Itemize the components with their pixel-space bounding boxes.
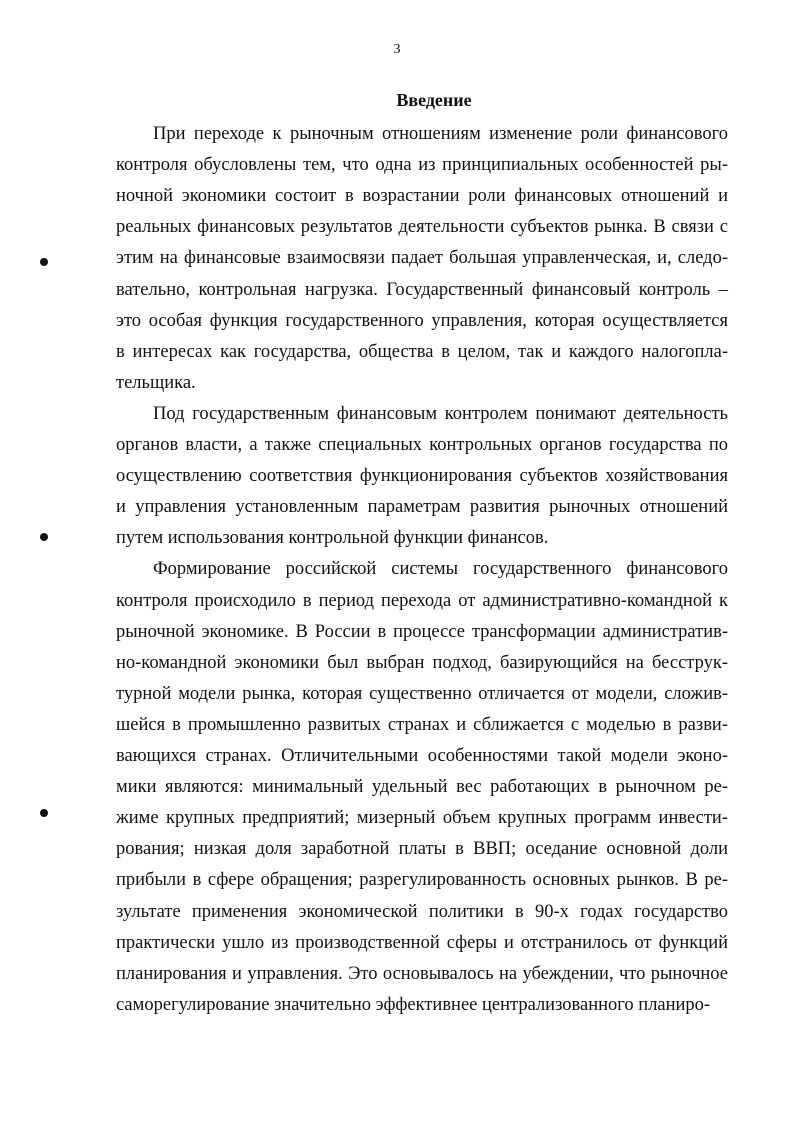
paragraph-1-line: это особая функция государственного управления, которая осуществляется [116, 310, 728, 331]
scan-mark [40, 533, 48, 541]
paragraph-3-line: Формирование российской системы государственного финансового [153, 559, 728, 580]
paragraph-3-line: контроля происходило в период перехода от административно-командной к [116, 590, 728, 611]
paragraph-3-line: мики являются: минимальный удельный вес работающих в рыночном ре- [116, 777, 728, 798]
paragraph-2-line: Под государственным финансовым контролем понимают деятельность [153, 403, 728, 424]
paragraph-1-line: реальных финансовых результатов деятельности субъектов рынка. В связи с [116, 217, 728, 238]
paragraph-3-line: турной модели рынка, которая существенно отличается от модели, сложив- [116, 683, 728, 704]
paragraph-2-line: путем использования контрольной функции финансов. [116, 528, 549, 549]
paragraph-1-line: вательно, контрольная нагрузка. Государственный финансовый контроль – [116, 279, 728, 300]
paragraph-1-line: ночной экономики состоит в возрастании роли финансовых отношений и [116, 186, 728, 207]
paragraph-3-line: саморегулирование значительно эффективнее централизованного планиро- [116, 994, 711, 1015]
paragraph-3-line: шейся в промышленно развитых странах и сближается с моделью в разви- [116, 714, 728, 735]
paragraph-3-line: вающихся странах. Отличительными особенностями такой модели эконо- [116, 746, 728, 766]
paragraph-1-line: контроля обусловлены тем, что одна из принципиальных особенностей ры- [116, 155, 728, 176]
paragraph-3-line: но-командной экономики был выбран подход, базирующийся на бесструк- [116, 652, 728, 673]
paragraph-3-line: зультате применения экономической политики в 90-х годах государство [116, 901, 728, 922]
paragraph-3-line: рования; низкая доля заработной платы в ВВП; оседание основной доли [116, 839, 728, 860]
paragraph-3-line: планирования и управления. Это основывалось на убеждении, что рыночное [116, 963, 728, 984]
paragraph-2-line: осуществлению соответствия функционирования субъектов хозяйствования [116, 466, 728, 487]
paragraph-2-line: и управления установленным параметрам развития рыночных отношений [116, 497, 728, 518]
paragraph-3-line: практически ушло из производственной сферы и отстранилось от функций [116, 932, 728, 953]
paragraph-3-line: прибыли в сфере обращения; разрегулированность основных рынков. В ре- [116, 870, 728, 891]
scan-mark [40, 809, 48, 817]
section-heading: Введение [396, 90, 472, 110]
paragraph-1-line: в интересах как государства, общества в целом, так и каждого налогопла- [116, 341, 728, 362]
paragraph-3-line: жиме крупных предприятий; мизерный объем крупных программ инвести- [116, 808, 728, 829]
paragraph-1-line: этим на финансовые взаимосвязи падает большая управленческая, и, следо- [116, 248, 728, 269]
paragraph-2-line: органов власти, а также специальных контрольных органов государства по [116, 435, 728, 455]
paragraph-3-line: рыночной экономике. В России в процессе трансформации административ- [116, 621, 728, 642]
page-number: 3 [393, 42, 401, 57]
paragraph-1-line: тельщика. [116, 372, 196, 393]
paragraph-1-line: При переходе к рыночным отношениям изменение роли финансового [153, 124, 728, 144]
scan-mark [40, 258, 48, 266]
